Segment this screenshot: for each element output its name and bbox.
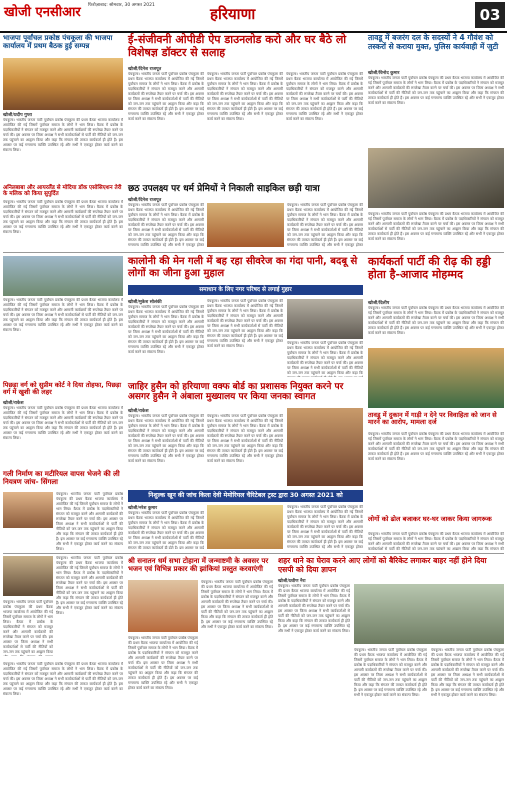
body-kary: पंचकूला। भारतीय जनता पार्टी पूर्वांचल प्रकोष्ठ पंचकूला की प्रथम बैठक भाजपा कार्यालय में आयोजित की गई जिसमें पूर्वांचल समाज के लोगों ने भाग लिया। बैठक में प्रकोष्ठ के पदाधिकारियों ने संगठन को मजबूत करने और आगामी कार्यक्रमों की रूपरेखा तैयार करने पर चर्चा की। इस अवसर पर जिला अध्यक्ष ने सभी कार्यकर्ताओं से पार्टी की नीतियों को जन-जन तक पहुंचाने का आह्वान किया और कहा कि संगठन की ताकत कार्यकर्ता ही होते हैं। इस अवसर पर कई गणमान्य व्यक्ति उपस्थित रहे और सभी ने एकजुट होकर कार्य करने का संकल्प लिया। — [368, 306, 504, 335]
photo-kary — [368, 348, 504, 408]
body-colony-1: पंचकूला। भारतीय जनता पार्टी पूर्वांचल प्रकोष्ठ पंचकूला की प्रथम बैठक भाजपा कार्यालय में आयोजित की गई जिसमें पूर्वांचल समाज के लोगों ने भाग लिया। बैठक में प्रकोष्ठ के पदाधिकारियों ने संगठन को मजबूत करने और आगामी कार्यक्रमों की रूपरेखा तैयार करने पर चर्चा की। इस अवसर पर जिला अध्यक्ष ने सभी कार्यकर्ताओं से पार्टी की नीतियों को जन-जन तक पहुंचाने का आह्वान किया और कहा कि संगठन की ताकत कार्यकर्ता ही होते हैं। इस अवसर पर कई गणमान्य व्यक्ति उपस्थित रहे और सभी ने एकजुट होकर कार्य करने का संकल्प लिया। — [128, 305, 204, 354]
body-main-left: पंचकूला। भारतीय जनता पार्टी पूर्वांचल प्रकोष्ठ पंचकूला की प्रथम बैठक भाजपा कार्यालय में आयोजित की गई जिसमें पूर्वांचल समाज के लोगों ने भाग लिया। बैठक में प्रकोष्ठ के पदाधिकारियों ने संगठन को मजबूत करने और आगामी कार्यक्रमों की रूपरेखा तैयार करने पर चर्चा की। इस अवसर पर जिला अध्यक्ष ने सभी कार्यकर्ताओं से पार्टी की नीतियों को जन-जन तक पहुंचाने का आह्वान किया और कहा कि संगठन की ताकत कार्यकर्ता ही होते हैं। इस अवसर पर कई गणमान्य व्यक्ति उपस्थित रहे और सभी ने एकजुट होकर कार्य करने का संकल्प लिया। — [3, 118, 123, 152]
photo-jahir — [287, 408, 363, 486]
headline-chhath: छठ उपलक्ष्य पर धर्म प्रेमियों ने निकाली साइकिल छड़ी यात्रा — [128, 184, 320, 194]
body-ecol2: पंचकूला। भारतीय जनता पार्टी पूर्वांचल प्रकोष्ठ पंचकूला की प्रथम बैठक भाजपा कार्यालय में आयोजित की गई जिसमें पूर्वांचल समाज के लोगों ने भाग लिया। बैठक में प्रकोष्ठ के पदाधिकारियों ने संगठन को मजबूत करने और आगामी कार्यक्रमों की रूपरेखा तैयार करने पर चर्चा की। इस अवसर पर जिला अध्यक्ष ने सभी कार्यकर्ताओं से पार्टी की नीतियों को जन-जन तक पहुंचाने का आह्वान किया और कहा कि संगठन की ताकत कार्यकर्ता ही होते हैं। इस अवसर पर कई गणमान्य व्यक्ति उपस्थित रहे और सभी ने एकजुट होकर कार्य करने का संकल्प लिया। — [207, 72, 283, 121]
dateline: फिरोज़ाबाद: सोमवार, 30 अगस्त 2021 — [88, 3, 155, 8]
headline-top-right: तावडू में बजरंग दल के सदस्यों ने 4 गौवंश को तस्करों से कराया मुक्त, पुलिस कार्यवाही में जुटी — [368, 33, 499, 51]
body-jahir-2: पंचकूला। भारतीय जनता पार्टी पूर्वांचल प्रकोष्ठ पंचकूला की प्रथम बैठक भाजपा कार्यालय में आयोजित की गई जिसमें पूर्वांचल समाज के लोगों ने भाग लिया। बैठक में प्रकोष्ठ के पदाधिकारियों ने संगठन को मजबूत करने और आगामी कार्यक्रमों की रूपरेखा तैयार करने पर चर्चा की। इस अवसर पर जिला अध्यक्ष ने सभी कार्यकर्ताओं से पार्टी की नीतियों को जन-जन तक पहुंचाने का आह्वान किया और कहा कि संगठन की ताकत कार्यकर्ता ही होते हैं। इस अवसर पर कई गणमान्य व्यक्ति उपस्थित रहे और सभी ने एकजुट होकर कार्य करने का संकल्प लिया। — [207, 414, 283, 463]
photo-chhath — [207, 203, 284, 247]
body-pichhda: पंचकूला। भारतीय जनता पार्टी पूर्वांचल प्रकोष्ठ पंचकूला की प्रथम बैठक भाजपा कार्यालय में आयोजित की गई जिसमें पूर्वांचल समाज के लोगों ने भाग लिया। बैठक में प्रकोष्ठ के पदाधिकारियों ने संगठन को मजबूत करने और आगामी कार्यक्रमों की रूपरेखा तैयार करने पर चर्चा की। इस अवसर पर जिला अध्यक्ष ने सभी कार्यकर्ताओं से पार्टी की नीतियों को जन-जन तक पहुंचाने का आह्वान किया और कहा कि संगठन की ताकत कार्यकर्ता ही होते हैं। इस अवसर पर कई गणमान्य व्यक्ति उपस्थित रहे और सभी ने एकजुट होकर कार्य करने का संकल्प लिया। — [3, 406, 123, 440]
headline-shahar: शहर थाने का घेराव करने आए लोगों को बैरिकेट लगाकर बाहर नहीं होने दिया एसपी को दिया ज्ञापन — [278, 556, 487, 574]
body-camp-2: पंचकूला। भारतीय जनता पार्टी पूर्वांचल प्रकोष्ठ पंचकूला की प्रथम बैठक भाजपा कार्यालय में आयोजित की गई जिसमें पूर्वांचल समाज के लोगों ने भाग लिया। बैठक में प्रकोष्ठ के पदाधिकारियों ने संगठन को मजबूत करने और आगामी कार्यक्रमों की रूपरेखा तैयार करने पर चर्चा की। इस अवसर पर जिला अध्यक्ष ने सभी कार्यकर्ताओं से पार्टी की नीतियों को जन-जन तक पहुंचाने का आह्वान किया और कहा कि संगठन की ताकत कार्यकर्ता ही होते हैं। इस अवसर पर कई गणमान्य व्यक्ति उपस्थित रहे और सभी ने एकजुट होकर — [287, 505, 363, 549]
body-bottom-left-2: पंचकूला। भारतीय जनता पार्टी पूर्वांचल प्रकोष्ठ पंचकूला की प्रथम बैठक भाजपा कार्यालय में आयोजित की गई जिसमें पूर्वांचल समाज के लोगों ने भाग लिया। बैठक में प्रकोष्ठ के पदाधिकारियों ने संगठन को मजबूत करने और आगामी कार्यक्रमों की रूपरेखा तैयार करने पर चर्चा की। इस अवसर पर जिला अध्यक्ष ने सभी कार्यकर्ताओं से पार्टी की नीतियों को जन-जन तक पहुंचाने का आह्वान किया — [3, 600, 53, 654]
body-atal: पंचकूला। भारतीय जनता पार्टी पूर्वांचल प्रकोष्ठ पंचकूला की प्रथम बैठक भाजपा कार्यालय में आयोजित की गई जिसमें पूर्वांचल समाज के लोगों ने भाग लिया। बैठक में प्रकोष्ठ के पदाधिकारियों ने संगठन को मजबूत करने और आगामी कार्यक्रमों की रूपरेखा तैयार करने पर चर्चा की। इस अवसर पर जिला अध्यक्ष ने सभी कार्यकर्ताओं से पार्टी की नीतियों को जन-जन तक पहुंचाने का आह्वान किया और कहा कि संगठन की ताकत कार्यकर्ता ही होते हैं। इस अवसर पर कई गणमान्य व्यक्ति उपस्थित रहे और सभी ने एकजुट होकर कार्य करने का संकल्प लिया। — [3, 200, 123, 234]
body-camp-1: पंचकूला। भारतीय जनता पार्टी पूर्वांचल प्रकोष्ठ पंचकूला की प्रथम बैठक भाजपा कार्यालय में आयोजित की गई जिसमें पूर्वांचल समाज के लोगों ने भाग लिया। बैठक में प्रकोष्ठ के पदाधिकारियों ने संगठन को मजबूत करने और आगामी कार्यक्रमों की रूपरेखा तैयार करने पर चर्चा की। इस अवसर पर जिला अध्यक्ष ने सभी कार्यकर्ताओं से पार्टी की नीतियों को जन-जन तक पहुंचाने का आह्वान किया और कहा कि संगठन की ताकत कार्यकर्ता ही होते हैं। इस अवसर पर कई — [128, 511, 204, 549]
body-colony-2: पंचकूला। भारतीय जनता पार्टी पूर्वांचल प्रकोष्ठ पंचकूला की प्रथम बैठक भाजपा कार्यालय में आयोजित की गई जिसमें पूर्वांचल समाज के लोगों ने भाग लिया। बैठक में प्रकोष्ठ के पदाधिकारियों ने संगठन को मजबूत करने और आगामी कार्यक्रमों की रूपरेखा तैयार करने पर चर्चा की। इस अवसर पर जिला अध्यक्ष ने सभी कार्यकर्ताओं से पार्टी की नीतियों को जन-जन तक पहुंचाने का आह्वान किया और कहा कि संगठन की ताकत कार्यकर्ता ही होते हैं। इस अवसर पर कई गणमान्य व्यक्ति उपस्थित रहे और सभी ने एकजुट होकर कार्य करने का संकल्प लिया। — [207, 299, 283, 348]
byline-tavdu: खोजी/विनोद कुमार — [368, 71, 400, 76]
headline-gali-nali: गली निर्माण का मटीरियल वापस भेजने की ली नियत्रण जांच- सिंगला — [3, 470, 120, 487]
body-bottom-left-1: पंचकूला। भारतीय जनता पार्टी पूर्वांचल प्रकोष्ठ पंचकूला की प्रथम बैठक भाजपा कार्यालय में आयोजित की गई जिसमें पूर्वांचल समाज के लोगों ने भाग लिया। बैठक में प्रकोष्ठ के पदाधिकारियों ने संगठन को मजबूत करने और आगामी कार्यक्रमों की रूपरेखा तैयार करने पर चर्चा की। इस अवसर पर जिला अध्यक्ष ने सभी कार्यकर्ताओं से पार्टी की नीतियों को जन-जन तक पहुंचाने का आह्वान किया और कहा कि संगठन की ताकत कार्यकर्ता ही होते हैं। इस अवसर पर कई गणमान्य व्यक्ति उपस्थित रहे और सभी ने एकजुट होकर कार्य करने का संकल्प लिया। — [56, 556, 123, 615]
byline-chhath: खोजी/दिनेश राजपूत — [128, 198, 162, 203]
masthead — [0, 0, 507, 33]
headline-janmashtami: श्री सनातन धर्म सभा टोहाना में जन्माष्टमी के अवसर पर भजन एवं विभिन्न प्रकार की झांकियां प्रस्तुत करवाएंगी — [128, 557, 269, 574]
banner-free-camp: निशुल्क खून की जांच किला देवी मेमोरियल चैरिटेबल ट्रस्ट द्वारा 30 अगस्त 2021 को — [128, 490, 363, 502]
headline-atal: अनिलबाबा और आयरलैंड से मोदिया डॉक एसोसिएशन तेरी के मलिक को किया सुपुर्दित — [3, 185, 122, 198]
headline-tavdu-gaadi: तावडू में दुकान में गाड़ी न देने पर विवाहिता को जान से मारने का आरोप, मामला दर्ज — [368, 411, 497, 427]
body-chhath-1: पंचकूला। भारतीय जनता पार्टी पूर्वांचल प्रकोष्ठ पंचकूला की प्रथम बैठक भाजपा कार्यालय में आयोजित की गई जिसमें पूर्वांचल समाज के लोगों ने भाग लिया। बैठक में प्रकोष्ठ के पदाधिकारियों ने संगठन को मजबूत करने और आगामी कार्यक्रमों की रूपरेखा तैयार करने पर चर्चा की। इस अवसर पर जिला अध्यक्ष ने सभी कार्यकर्ताओं से पार्टी की नीतियों को जन-जन तक पहुंचाने का आह्वान किया और कहा कि संगठन की ताकत कार्यकर्ता ही होते हैं। इस अवसर पर कई गणमान्य व्यक्ति उपस्थित रहे और सभी ने एकजुट होकर — [128, 203, 204, 247]
photo-left-mid — [3, 256, 123, 296]
byline-faridabad: खोजी/दिनेश राजपूत — [128, 67, 162, 72]
headline-pichhda: पिछड़ा वर्ग को सुप्रीम कोर्ट ने दिया तोहफा, पिछड़ा वर्ग में खुशी की लहर — [3, 381, 122, 397]
headline-jahir: जाहिर हुसैन को हरियाणा वक्फ बोर्ड का प्रशासक नियुक्त करने पर असगर हुसैन ने अंबाला मुख्यालय पर किया जनका स्वागत — [128, 382, 344, 403]
headline-main-left: भाजपा पूर्वांचल प्रकोष्ठ पंचकूला की भाजपा कार्यालय में प्रथम बैठक हुई सम्पन्न — [3, 34, 113, 51]
photo-janmashtami — [128, 580, 198, 632]
byline-kary: खोजी/दिलीप — [368, 301, 390, 306]
banner-camp: समाधान के लिए नगर परिषद से लगाई गुहार — [128, 285, 363, 295]
body-ecol3: पंचकूला। भारतीय जनता पार्टी पूर्वांचल प्रकोष्ठ पंचकूला की प्रथम बैठक भाजपा कार्यालय में आयोजित की गई जिसमें पूर्वांचल समाज के लोगों ने भाग लिया। बैठक में प्रकोष्ठ के पदाधिकारियों ने संगठन को मजबूत करने और आगामी कार्यक्रमों की रूपरेखा तैयार करने पर चर्चा की। इस अवसर पर जिला अध्यक्ष ने सभी कार्यकर्ताओं से पार्टी की नीतियों को जन-जन तक पहुंचाने का आह्वान किया और कहा कि संगठन की ताकत कार्यकर्ता ही होते हैं। इस अवसर पर कई गणमान्य व्यक्ति उपस्थित रहे और सभी ने एकजुट होकर कार्य करने का संकल्प लिया। — [286, 72, 363, 121]
body-ecol1: पंचकूला। भारतीय जनता पार्टी पूर्वांचल प्रकोष्ठ पंचकूला की प्रथम बैठक भाजपा कार्यालय में आयोजित की गई जिसमें पूर्वांचल समाज के लोगों ने भाग लिया। बैठक में प्रकोष्ठ के पदाधिकारियों ने संगठन को मजबूत करने और आगामी कार्यक्रमों की रूपरेखा तैयार करने पर चर्चा की। इस अवसर पर जिला अध्यक्ष ने सभी कार्यकर्ताओं से पार्टी की नीतियों को जन-जन तक पहुंचाने का आह्वान किया और कहा कि संगठन की ताकत कार्यकर्ता ही होते हैं। इस अवसर पर कई गणमान्य व्यक्ति उपस्थित रहे और सभी ने एकजुट होकर कार्य करने का संकल्प लिया। — [128, 72, 204, 121]
byline-colony: खोजी/मुकेश सोलंकी — [128, 300, 162, 305]
body-tavdu: पंचकूला। भारतीय जनता पार्टी पूर्वांचल प्रकोष्ठ पंचकूला की प्रथम बैठक भाजपा कार्यालय में आयोजित की गई जिसमें पूर्वांचल समाज के लोगों ने भाग लिया। बैठक में प्रकोष्ठ के पदाधिकारियों ने संगठन को मजबूत करने और आगामी कार्यक्रमों की रूपरेखा तैयार करने पर चर्चा की। इस अवसर पर जिला अध्यक्ष ने सभी कार्यकर्ताओं से पार्टी की नीतियों को जन-जन तक पहुंचाने का आह्वान किया और कहा कि संगठन की ताकत कार्यकर्ता ही होते हैं। इस अवसर पर कई गणमान्य व्यक्ति उपस्थित रहे और सभी ने एकजुट होकर कार्य करने का संकल्प लिया। — [368, 76, 504, 105]
photo-cows — [368, 148, 504, 208]
byline-pichhda: खोजी/राकेश — [3, 401, 24, 406]
headline-colony: कालोनी की मेन गली में बह रहा सीवरेज का गंदा पानी, बदबू से लोगों का जीना हुआ मुहाल — [128, 256, 358, 279]
section-title: हरियाणा — [210, 5, 256, 23]
body-colony-3: पंचकूला। भारतीय जनता पार्टी पूर्वांचल प्रकोष्ठ पंचकूला की प्रथम बैठक भाजपा कार्यालय में आयोजित की गई जिसमें पूर्वांचल समाज के लोगों ने भाग लिया। बैठक में प्रकोष्ठ के पदाधिकारियों ने संगठन को मजबूत करने और आगामी कार्यक्रमों की रूपरेखा तैयार करने पर चर्चा की। इस अवसर पर जिला अध्यक्ष ने सभी कार्यकर्ताओं से पार्टी की नीतियों को जन-जन तक पहुंचाने का आह्वान किया और कहा कि — [287, 341, 363, 375]
body-jahir-1: पंचकूला। भारतीय जनता पार्टी पूर्वांचल प्रकोष्ठ पंचकूला की प्रथम बैठक भाजपा कार्यालय में आयोजित की गई जिसमें पूर्वांचल समाज के लोगों ने भाग लिया। बैठक में प्रकोष्ठ के पदाधिकारियों ने संगठन को मजबूत करने और आगामी कार्यक्रमों की रूपरेखा तैयार करने पर चर्चा की। इस अवसर पर जिला अध्यक्ष ने सभी कार्यकर्ताओं से पार्टी की नीतियों को जन-जन तक पहुंचाने का आह्वान किया और कहा कि संगठन की ताकत कार्यकर्ता ही होते हैं। इस अवसर पर कई गणमान्य व्यक्ति उपस्थित रहे और सभी ने एकजुट होकर कार्य करने का संकल्प लिया। — [128, 414, 204, 463]
body-bottom-left-3: पंचकूला। भारतीय जनता पार्टी पूर्वांचल प्रकोष्ठ पंचकूला की प्रथम बैठक भाजपा कार्यालय में आयोजित की गई जिसमें पूर्वांचल समाज के लोगों ने भाग लिया। बैठक में प्रकोष्ठ के पदाधिकारियों ने संगठन को मजबूत करने और आगामी कार्यक्रमों की रूपरेखा तैयार करने पर चर्चा की। इस अवसर पर जिला अध्यक्ष ने सभी कार्यकर्ताओं से पार्टी की नीतियों को जन-जन तक पहुंचाने का आह्वान किया और कहा कि संगठन की ताकत कार्यकर्ता ही होते हैं। इस अवसर पर कई गणमान्य व्यक्ति उपस्थित रहे और सभी ने एकजुट होकर कार्य करने का संकल्प लिया। — [3, 662, 123, 696]
headline-dhol: लोगों को ढोल बजाकर घर-घर जाकर किया जागरूक — [368, 515, 492, 523]
rule-2 — [3, 553, 504, 554]
rule-1 — [3, 252, 504, 253]
photo-colony — [287, 299, 363, 339]
body-dhol: पंचकूला। भारतीय जनता पार्टी पूर्वांचल प्रकोष्ठ पंचकूला की प्रथम बैठक भाजपा कार्यालय में आयोजित की गई जिसमें पूर्वांचल समाज के लोगों ने भाग लिया। बैठक में प्रकोष्ठ के पदाधिकारियों ने संगठन को मजबूत करने और आगामी कार्यक्रमों की रूपरेखा तैयार करने पर चर्चा की। इस अवसर पर जिला अध्यक्ष ने सभी कार्यकर्ताओं से पार्टी की नीतियों को जन-जन तक पहुंचाने का आह्वान किया और कहा कि संगठन की — [368, 532, 504, 550]
body-tavdu-gaadi: पंचकूला। भारतीय जनता पार्टी पूर्वांचल प्रकोष्ठ पंचकूला की प्रथम बैठक भाजपा कार्यालय में आयोजित की गई जिसमें पूर्वांचल समाज के लोगों ने भाग लिया। बैठक में प्रकोष्ठ के पदाधिकारियों ने संगठन को मजबूत करने और आगामी कार्यक्रमों की रूपरेखा तैयार करने पर चर्चा की। इस अवसर पर जिला अध्यक्ष ने सभी कार्यकर्ताओं से पार्टी की नीतियों को जन-जन तक पहुंचाने का आह्वान किया और कहा कि संगठन की ताकत कार्यकर्ता ही होते हैं। इस अवसर पर कई गणमान्य व्यक्ति उपस्थित रहे और सभी ने एकजुट होकर कार्य करने का संकल्प लिया। — [368, 432, 504, 461]
body-left-mid: पंचकूला। भारतीय जनता पार्टी पूर्वांचल प्रकोष्ठ पंचकूला की प्रथम बैठक भाजपा कार्यालय में आयोजित की गई जिसमें पूर्वांचल समाज के लोगों ने भाग लिया। बैठक में प्रकोष्ठ के पदाधिकारियों ने संगठन को मजबूत करने और आगामी कार्यक्रमों की रूपरेखा तैयार करने पर चर्चा की। इस अवसर पर जिला अध्यक्ष ने सभी कार्यकर्ताओं से पार्टी की नीतियों को जन-जन तक पहुंचाने का आह्वान किया और कहा कि संगठन की ताकत कार्यकर्ता ही होते हैं। इस अवसर पर कई गणमान्य व्यक्ति उपस्थित रहे और सभी ने एकजुट होकर कार्य करने का संकल्प लिया। — [3, 298, 123, 332]
byline-camp: खोजी/नरेश कुमार — [128, 506, 158, 511]
page-number: 03 — [475, 2, 505, 28]
body-shahar-1: पंचकूला। भारतीय जनता पार्टी पूर्वांचल प्रकोष्ठ पंचकूला की प्रथम बैठक भाजपा कार्यालय में आयोजित की गई जिसमें पूर्वांचल समाज के लोगों ने भाग लिया। बैठक में प्रकोष्ठ के पदाधिकारियों ने संगठन को मजबूत करने और आगामी कार्यक्रमों की रूपरेखा तैयार करने पर चर्चा की। इस अवसर पर जिला अध्यक्ष ने सभी कार्यकर्ताओं से पार्टी की नीतियों को जन-जन तक पहुंचाने का आह्वान किया और कहा कि संगठन की ताकत कार्यकर्ता ही होते हैं। इस अवसर पर कई गणमान्य व्यक्ति उपस्थित रहे और सभी ने एकजुट होकर कार्य करने का संकल्प लिया। — [278, 584, 350, 633]
headline-karyakarta: कार्यकर्ता पार्टी की रीढ़ की हड्डी होता है-आजाद मोहम्मद — [368, 255, 491, 281]
newspaper-logo: खोजी एनसीआर — [4, 5, 81, 20]
photo-bjp-meeting — [3, 58, 123, 110]
body-janmashtami-1: पंचकूला। भारतीय जनता पार्टी पूर्वांचल प्रकोष्ठ पंचकूला की प्रथम बैठक भाजपा कार्यालय में आयोजित की गई जिसमें पूर्वांचल समाज के लोगों ने भाग लिया। बैठक में प्रकोष्ठ के पदाधिकारियों ने संगठन को मजबूत करने और आगामी कार्यक्रमों की रूपरेखा तैयार करने पर चर्चा की। इस अवसर पर जिला अध्यक्ष ने सभी कार्यकर्ताओं से पार्टी की नीतियों को जन-जन तक पहुंचाने का आह्वान किया और कहा कि संगठन की ताकत कार्यकर्ता ही होते हैं। इस अवसर पर कई गणमान्य व्यक्ति उपस्थित रहे और सभी ने एकजुट होकर कार्य करने का संकल्प लिया। — [128, 636, 198, 690]
body-shahar-2: पंचकूला। भारतीय जनता पार्टी पूर्वांचल प्रकोष्ठ पंचकूला की प्रथम बैठक भाजपा कार्यालय में आयोजित की गई जिसमें पूर्वांचल समाज के लोगों ने भाग लिया। बैठक में प्रकोष्ठ के पदाधिकारियों ने संगठन को मजबूत करने और आगामी कार्यक्रमों की रूपरेखा तैयार करने पर चर्चा की। इस अवसर पर जिला अध्यक्ष ने सभी कार्यकर्ताओं से पार्टी की नीतियों को जन-जन तक पहुंचाने का आह्वान किया और कहा कि संगठन की ताकत कार्यकर्ता ही होते हैं। इस अवसर पर कई गणमान्य व्यक्ति उपस्थित रहे और सभी ने एकजुट होकर कार्य करने का संकल्प लिया। — [354, 648, 427, 697]
byline-shahar: खोजी/प्रवीण नैरा — [278, 579, 306, 584]
photo-gali — [3, 492, 53, 528]
body-right-2: पंचकूला। भारतीय जनता पार्टी पूर्वांचल प्रकोष्ठ पंचकूला की प्रथम बैठक भाजपा कार्यालय में आयोजित की गई जिसमें पूर्वांचल समाज के लोगों ने भाग लिया। बैठक में प्रकोष्ठ के पदाधिकारियों ने संगठन को मजबूत करने और आगामी कार्यक्रमों की रूपरेखा तैयार करने पर चर्चा की। इस अवसर पर जिला अध्यक्ष ने सभी कार्यकर्ताओं से पार्टी की नीतियों को जन-जन तक पहुंचाने का आह्वान किया और कहा कि संगठन की ताकत कार्यकर्ता ही होते हैं। इस अवसर पर कई गणमान्य व्यक्ति उपस्थित रहे और सभी ने एकजुट होकर कार्य करने का संकल्प लिया। — [368, 212, 504, 241]
byline-jahir: खोजी/राकेश — [128, 409, 149, 414]
photo-bottom-left — [3, 556, 53, 596]
body-shahar-3: पंचकूला। भारतीय जनता पार्टी पूर्वांचल प्रकोष्ठ पंचकूला की प्रथम बैठक भाजपा कार्यालय में आयोजित की गई जिसमें पूर्वांचल समाज के लोगों ने भाग लिया। बैठक में प्रकोष्ठ के पदाधिकारियों ने संगठन को मजबूत करने और आगामी कार्यक्रमों की रूपरेखा तैयार करने पर चर्चा की। इस अवसर पर जिला अध्यक्ष ने सभी कार्यकर्ताओं से पार्टी की नीतियों को जन-जन तक पहुंचाने का आह्वान किया और कहा कि संगठन की ताकत कार्यकर्ता ही होते हैं। इस अवसर पर कई गणमान्य व्यक्ति उपस्थित रहे और सभी ने एकजुट होकर कार्य करने का संकल्प लिया। — [431, 648, 504, 697]
body-chhath-2: पंचकूला। भारतीय जनता पार्टी पूर्वांचल प्रकोष्ठ पंचकूला की प्रथम बैठक भाजपा कार्यालय में आयोजित की गई जिसमें पूर्वांचल समाज के लोगों ने भाग लिया। बैठक में प्रकोष्ठ के पदाधिकारियों ने संगठन को मजबूत करने और आगामी कार्यक्रमों की रूपरेखा तैयार करने पर चर्चा की। इस अवसर पर जिला अध्यक्ष ने सभी कार्यकर्ताओं से पार्टी की नीतियों को जन-जन तक पहुंचाने का आह्वान किया और कहा कि संगठन की ताकत कार्यकर्ता ही होते हैं। इस अवसर पर कई गणमान्य व्यक्ति उपस्थित रहे और सभी ने एकजुट होकर — [287, 203, 363, 247]
body-gali: पंचकूला। भारतीय जनता पार्टी पूर्वांचल प्रकोष्ठ पंचकूला की प्रथम बैठक भाजपा कार्यालय में आयोजित की गई जिसमें पूर्वांचल समाज के लोगों ने भाग लिया। बैठक में प्रकोष्ठ के पदाधिकारियों ने संगठन को मजबूत करने और आगामी कार्यक्रमों की रूपरेखा तैयार करने पर चर्चा की। इस अवसर पर जिला अध्यक्ष ने सभी कार्यकर्ताओं से पार्टी की नीतियों को जन-जन तक पहुंचाने का आह्वान किया और कहा कि संगठन की ताकत कार्यकर्ता ही होते हैं। इस अवसर पर कई गणमान्य व्यक्ति उपस्थित रहे और सभी ने एकजुट होकर कार्य करने का संकल्प लिया। — [56, 492, 123, 551]
byline-left-1: खोजी/प्रदीप गुप्ता — [3, 113, 32, 118]
photo-camp — [207, 505, 283, 549]
photo-shahar — [354, 584, 504, 644]
headline-top-center: ई-संजीवनी ओपीडी ऐप डाउनलोड करो और घर बैठे लो विशेषज्ञ डॉक्टर से सलाह — [128, 33, 347, 59]
body-janmashtami-2: पंचकूला। भारतीय जनता पार्टी पूर्वांचल प्रकोष्ठ पंचकूला की प्रथम बैठक भाजपा कार्यालय में आयोजित की गई जिसमें पूर्वांचल समाज के लोगों ने भाग लिया। बैठक में प्रकोष्ठ के पदाधिकारियों ने संगठन को मजबूत करने और आगामी कार्यक्रमों की रूपरेखा तैयार करने पर चर्चा की। इस अवसर पर जिला अध्यक्ष ने सभी कार्यकर्ताओं से पार्टी की नीतियों को जन-जन तक पहुंचाने का आह्वान किया और कहा कि संगठन की ताकत कार्यकर्ता ही होते हैं। इस अवसर पर कई गणमान्य व्यक्ति उपस्थित रहे और सभी ने एकजुट होकर कार्य करने का संकल्प लिया। — [201, 580, 273, 629]
